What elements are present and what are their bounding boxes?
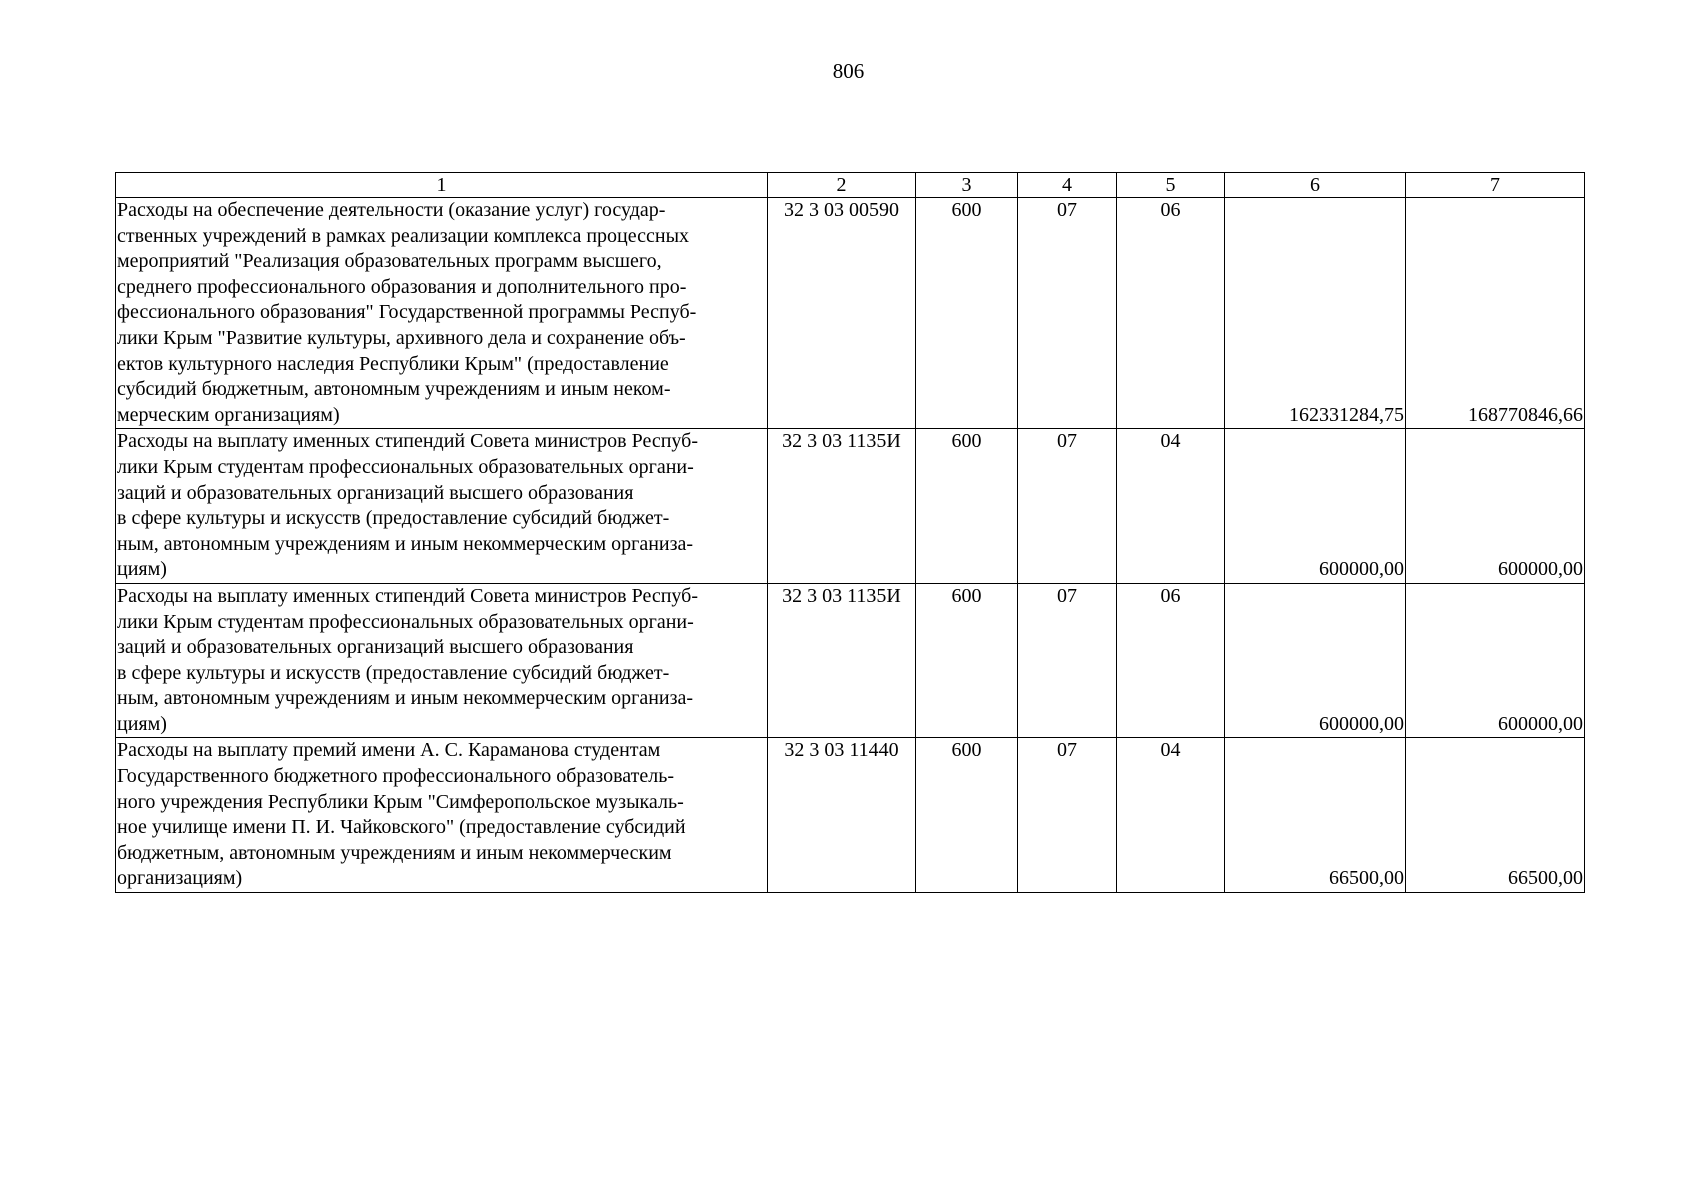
description-line: среднего профессионального образования и дополнительного про- — [117, 275, 687, 298]
description-line: Государственного бюджетного профессионального образователь- — [117, 765, 675, 788]
description-line: лики Крым "Развитие культуры, архивного дела и сохранение объ- — [117, 326, 686, 349]
target-article-code: 32 3 03 1135И — [768, 583, 916, 738]
amount-column-7: 168770846,66 — [1406, 198, 1585, 429]
table-row — [116, 583, 1585, 738]
expense-type-code: 600 — [916, 429, 1018, 584]
description-line: Расходы на обеспечение деятельности (оказание услуг) государ- — [117, 199, 666, 221]
header-cell-3: 3 — [916, 173, 1018, 198]
amount-column-6: 600000,00 — [1225, 429, 1406, 584]
section-code: 07 — [1018, 429, 1117, 584]
expense-type-code: 600 — [916, 738, 1018, 893]
table-row — [116, 429, 1585, 584]
description-line: фессионального образования" Государственной программы Респуб- — [117, 301, 697, 324]
header-cell-5: 5 — [1117, 173, 1225, 198]
description-line: Расходы на выплату премий имени А. С. Караманова студентам — [117, 739, 661, 762]
subsection-code: 04 — [1117, 429, 1225, 584]
description-line: организациям) — [117, 867, 243, 890]
expense-description — [116, 583, 768, 738]
section-code: 07 — [1018, 738, 1117, 893]
header-cell-6: 6 — [1225, 173, 1406, 198]
description-line: мерческим организациям) — [117, 403, 340, 426]
amount-column-7: 66500,00 — [1406, 738, 1585, 893]
header-cell-2: 2 — [768, 173, 916, 198]
description-line: ектов культурного наследия Республики Крым" (предоставление — [117, 352, 669, 375]
expense-type-code: 600 — [916, 198, 1018, 429]
description-line: ного учреждения Республики Крым "Симферопольское музыкаль- — [117, 790, 684, 813]
description-line: субсидий бюджетным, автономным учреждениям и иным неком- — [117, 378, 671, 401]
page-number: 806 — [832, 59, 865, 83]
amount-column-6: 600000,00 — [1225, 583, 1406, 738]
subsection-code: 06 — [1117, 198, 1225, 429]
amount-column-7: 600000,00 — [1406, 583, 1585, 738]
subsection-code: 06 — [1117, 583, 1225, 738]
amount-column-7: 600000,00 — [1406, 429, 1585, 584]
description-line: Расходы на выплату именных стипендий Совета министров Респуб- — [117, 430, 698, 453]
table-row — [116, 738, 1585, 893]
description-line: ным, автономным учреждениям и иным некоммерческим организа- — [117, 687, 694, 710]
subsection-code: 04 — [1117, 738, 1225, 893]
section-code: 07 — [1018, 198, 1117, 429]
header-cell-4: 4 — [1018, 173, 1117, 198]
expense-description — [116, 198, 768, 429]
table-row — [116, 198, 1585, 429]
target-article-code: 32 3 03 00590 — [768, 198, 916, 429]
budget-table — [115, 172, 1585, 893]
description-line: циям) — [117, 558, 167, 581]
description-line: лики Крым студентам профессиональных образовательных органи- — [117, 455, 694, 478]
header-cell-1: 1 — [116, 173, 768, 198]
description-line: циям) — [117, 712, 167, 735]
description-line: заций и образовательных организаций высшего образования — [117, 481, 634, 504]
target-article-code: 32 3 03 1135И — [768, 429, 916, 584]
description-line: ное училище имени П. И. Чайковского" (предоставление субсидий — [117, 816, 686, 839]
description-line: бюджетным, автономным учреждениям и иным некоммерческим — [117, 841, 672, 864]
description-line: лики Крым студентам профессиональных образовательных органи- — [117, 610, 694, 633]
expense-description — [116, 429, 768, 584]
description-line: в сфере культуры и искусств (предоставление субсидий бюджет- — [117, 507, 670, 530]
description-line: в сфере культуры и искусств (предоставление субсидий бюджет- — [117, 661, 670, 684]
amount-column-6: 162331284,75 — [1225, 198, 1406, 429]
section-code: 07 — [1018, 583, 1117, 738]
expense-description — [116, 738, 768, 893]
description-line: ным, автономным учреждениям и иным некоммерческим организа- — [117, 532, 694, 555]
expense-type-code: 600 — [916, 583, 1018, 738]
amount-column-6: 66500,00 — [1225, 738, 1406, 893]
description-line: мероприятий "Реализация образовательных программ высшего, — [117, 250, 662, 273]
description-line: Расходы на выплату именных стипендий Совета министров Респуб- — [117, 584, 698, 607]
target-article-code: 32 3 03 11440 — [768, 738, 916, 893]
description-line: заций и образовательных организаций высшего образования — [117, 636, 634, 659]
description-line: ственных учреждений в рамках реализации комплекса процессных — [117, 224, 690, 247]
header-cell-7: 7 — [1406, 173, 1585, 198]
table-header-row — [116, 173, 1585, 198]
